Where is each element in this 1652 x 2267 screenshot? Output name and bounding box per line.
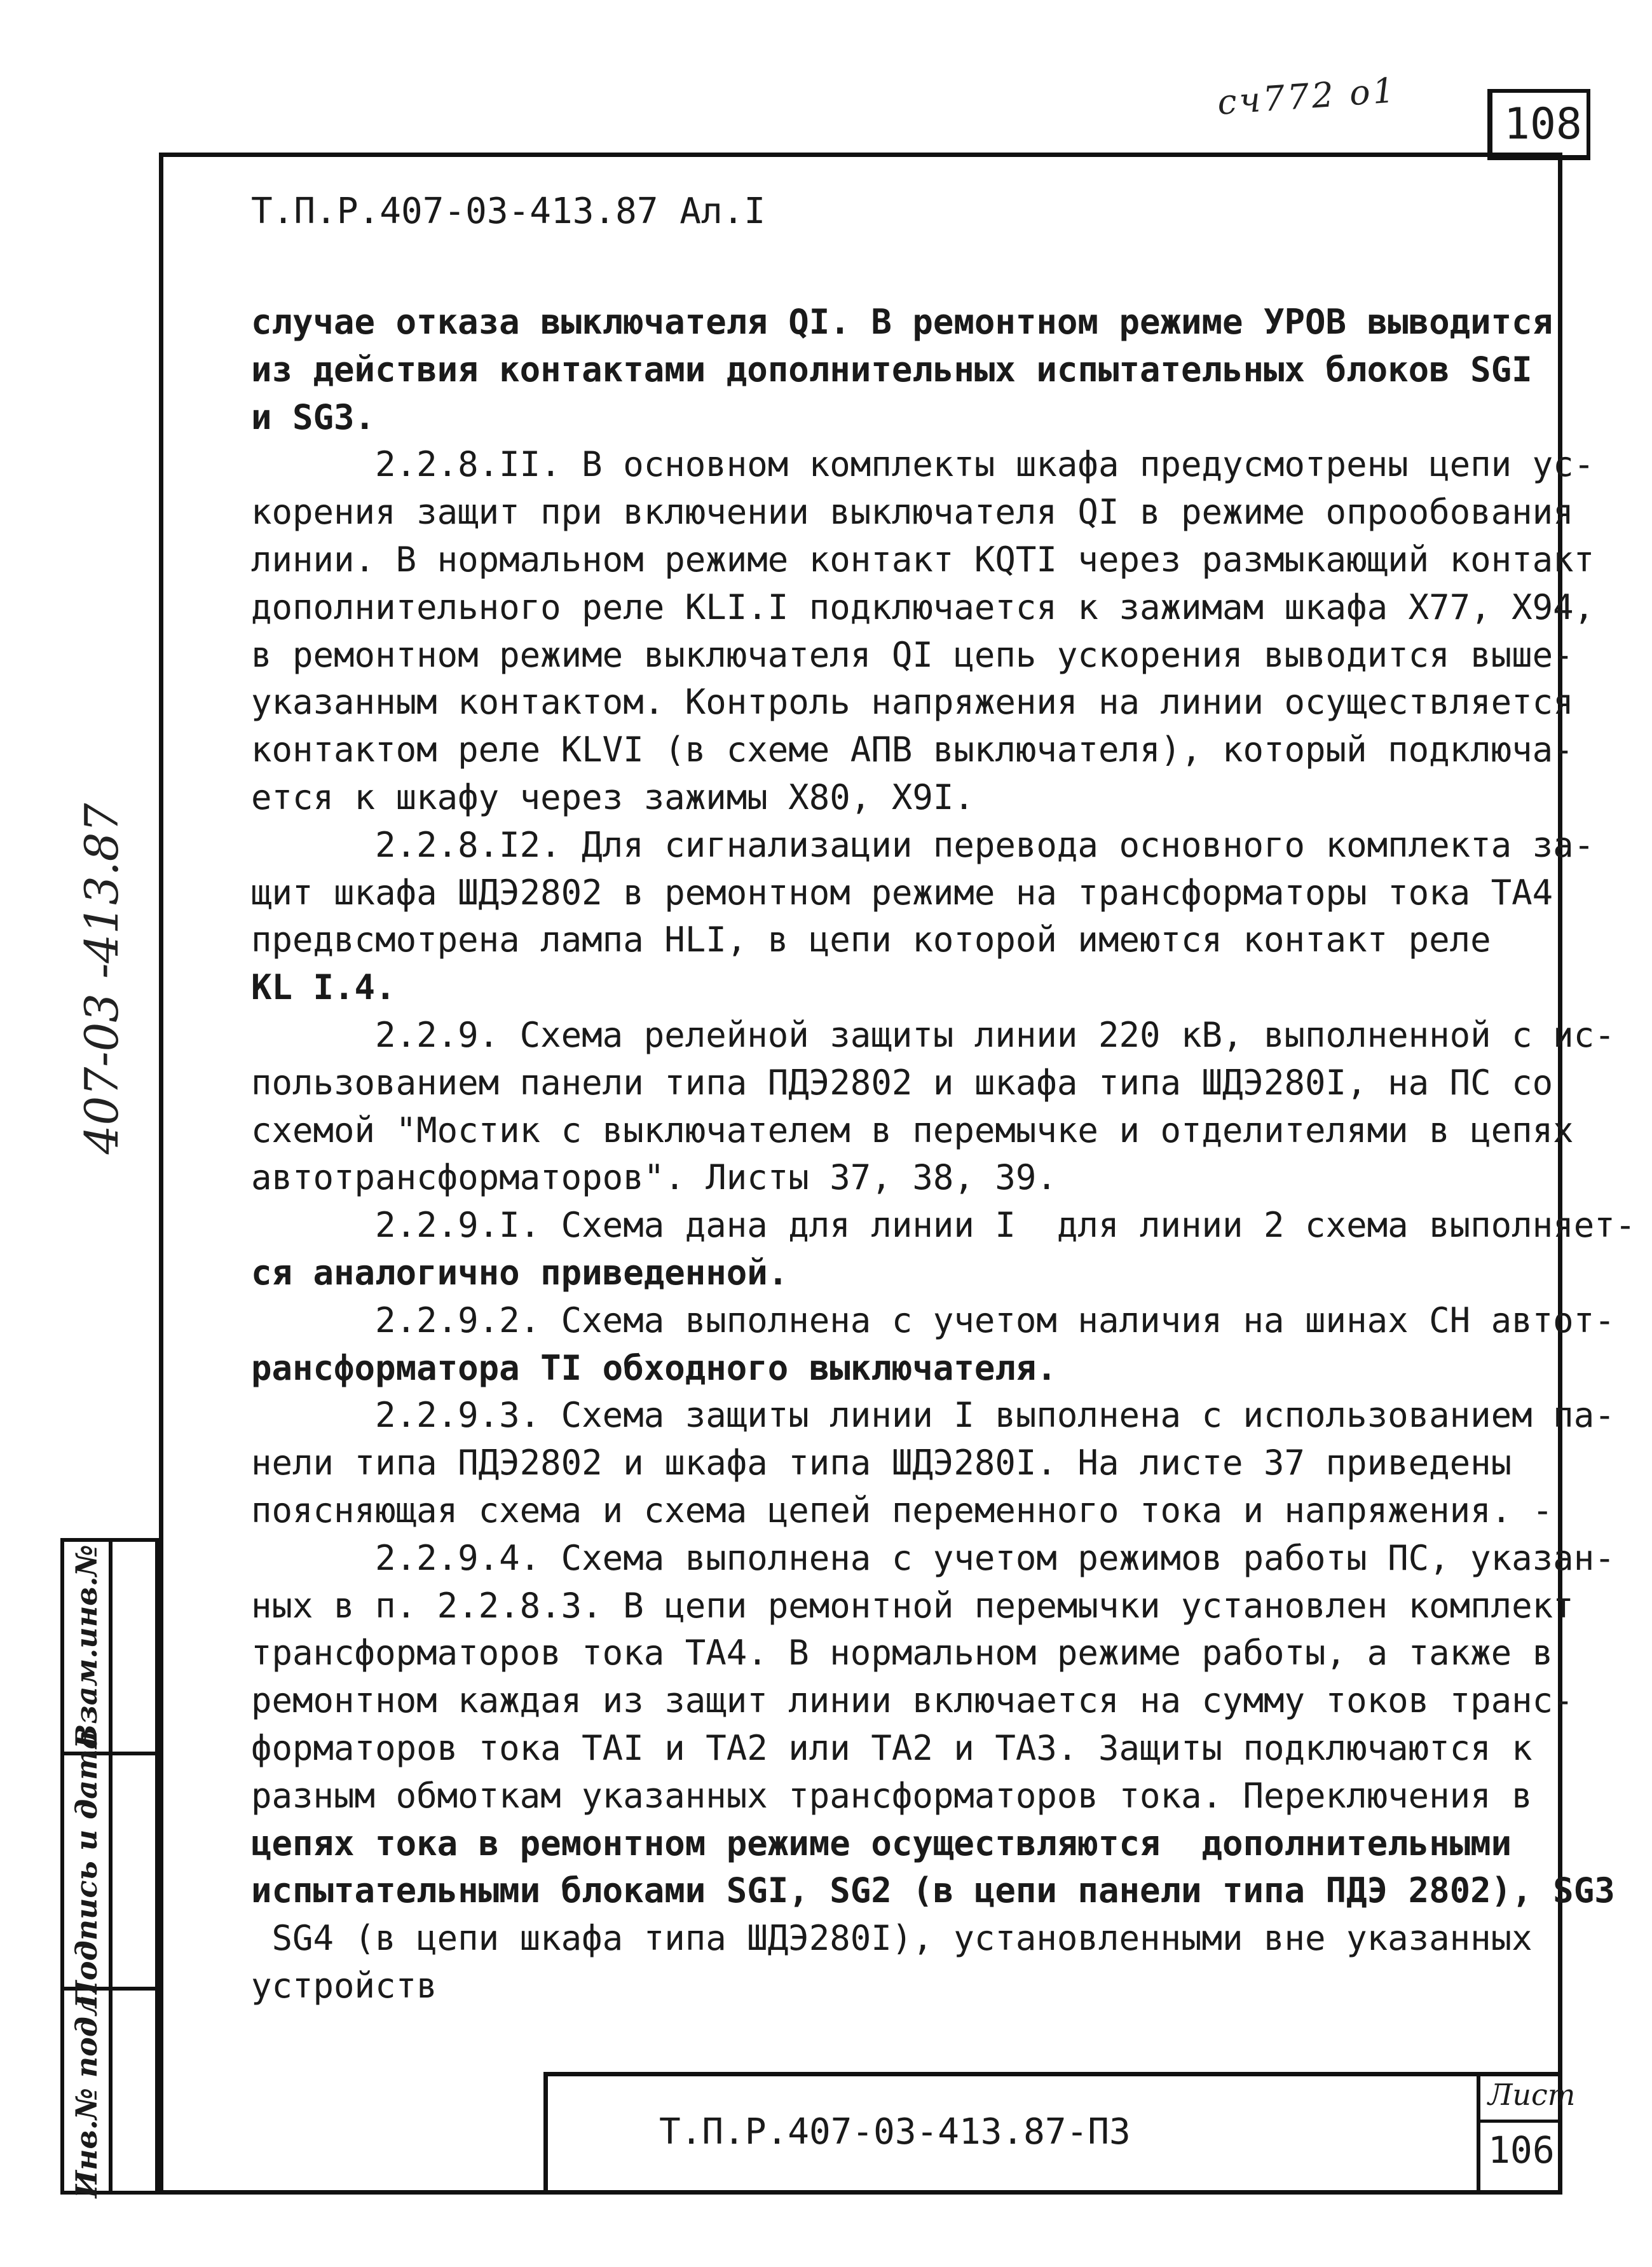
body-line: 2.2.9. Схема релейной защиты линии 220 кВ, выполненной с ис-: [251, 1014, 1615, 1055]
body-line: испытательными блоками SGI, SG2 (в цепи панели типа ПДЭ 2802), SG3: [251, 1870, 1615, 1911]
body-line: рансформатора ТI обходного выключателя.: [251, 1347, 1057, 1388]
body-line: ется к шкафу через зажимы X80, X9I.: [251, 777, 974, 817]
body-line: 2.2.9.3. Схема защиты линии I выполнена с использованием па-: [251, 1395, 1615, 1436]
body-line: 2.2.9.I. Схема дана для линии I для линии 2 схема выполняет-: [251, 1205, 1636, 1246]
body-line: ся аналогично приведенной.: [251, 1252, 789, 1293]
sheet-cell-divider: [1480, 2120, 1562, 2123]
title-block: [543, 2072, 1576, 2195]
body-line: форматоров тока ТАI и ТА2 или ТА2 и ТА3. Защиты подключаются к: [251, 1727, 1533, 1768]
body-line: цепях тока в ремонтном режиме осуществляются дополнительными: [251, 1823, 1512, 1863]
body-line: нели типа ПДЭ2802 и шкафа типа ШДЭ280I. На листе 37 приведены: [251, 1443, 1512, 1483]
body-line: случае отказа выключателя QI. В ремонтном режиме УРОВ выводится: [251, 302, 1553, 342]
title-block-code: Т.П.Р.407-03-413.87-ПЗ: [659, 2111, 1131, 2153]
body-line: линии. В нормальном режиме контакт KQTI через размыкающий контакт: [251, 539, 1595, 580]
body-text: [251, 299, 1636, 2010]
body-line: указанным контактом. Контроль напряжения на линии осуществляется: [251, 682, 1574, 723]
body-line: ремонтном каждая из защит линии включается на сумму токов транс-: [251, 1680, 1574, 1721]
body-line: 2.2.9.4. Схема выполнена с учетом режимов работы ПС, указан-: [251, 1537, 1615, 1578]
body-line: в ремонтном режиме выключателя QI цепь ускорения выводится выше-: [251, 634, 1574, 675]
body-line: предвсмотрена лампа HLI, в цепи которой имеются контакт реле: [251, 920, 1491, 960]
body-line: щит шкафа ШДЭ2802 в ремонтном режиме на трансформаторы тока ТА4: [251, 872, 1553, 913]
document-header-code: Т.П.Р.407-03-413.87 Ал.I: [251, 191, 766, 232]
body-line: 2.2.9.2. Схема выполнена с учетом наличия на шинах СН автот-: [251, 1300, 1615, 1340]
body-line: трансформаторов тока ТА4. В нормальном режиме работы, а также в: [251, 1633, 1553, 1673]
sheet-cell: [1477, 2076, 1576, 2195]
stamp-strip-divider: [109, 1542, 113, 2191]
body-line: схемой "Мостик с выключателем в перемычке и отделителями в цепях: [251, 1110, 1574, 1150]
body-line: 2.2.8.I2. Для сигнализации перевода основного комплекта за-: [251, 824, 1595, 865]
body-line: 2.2.8.II. В основном комплекты шкафа предусмотрены цепи ус-: [251, 444, 1595, 485]
body-line: автотрансформаторов". Листы 37, 38, 39.: [251, 1157, 1057, 1198]
body-line: устройств: [251, 1965, 437, 2006]
body-line: корения защит при включении выключателя QI в режиме опрообования: [251, 492, 1574, 533]
body-line: KL I.4.: [251, 967, 396, 1008]
stamp-strip: [60, 1538, 159, 2198]
body-line: поясняющая схема и схема цепей переменного тока и напряжения. -: [251, 1490, 1553, 1530]
side-note: [54, 782, 149, 1176]
body-line: дополнительного реле KLI.I подключается к зажимам шкафа X77, X94,: [251, 587, 1595, 627]
body-line: и SG3.: [251, 397, 376, 437]
side-note-text: 407-03 -413.87: [75, 803, 128, 1155]
body-line: SG4 (в цепи шкафа типа ШДЭ280I), установленными вне указанных: [251, 1918, 1533, 1959]
stamp-label-replacement-inventory: Взам.инв.№: [69, 1544, 104, 1749]
stamp-label-signature-date: Подпись и дата: [69, 1730, 104, 2008]
body-line: разным обмоткам указанных трансформаторов тока. Переключения в: [251, 1775, 1533, 1816]
sheet-label: Лист: [1488, 2078, 1576, 2112]
top-page-number-box: [1487, 89, 1590, 160]
body-line: пользованием панели типа ПДЭ2802 и шкафа типа ШДЭ280I, на ПС со: [251, 1062, 1553, 1103]
stamp-label-original-inventory: Инв.№ подл.: [69, 1985, 104, 2198]
top-page-number: 108: [1504, 99, 1582, 149]
body-line: из действия контактами дополнительных испытательных блоков SGI: [251, 349, 1533, 390]
sheet-number: 106: [1488, 2128, 1555, 2172]
body-line: контактом реле KLVI (в схеме АПВ выключателя), который подключа-: [251, 730, 1574, 770]
archive-number: сч772 о1: [1216, 70, 1398, 123]
body-line: ных в п. 2.2.8.3. В цепи ремонтной перемычки установлен комплект: [251, 1585, 1574, 1626]
